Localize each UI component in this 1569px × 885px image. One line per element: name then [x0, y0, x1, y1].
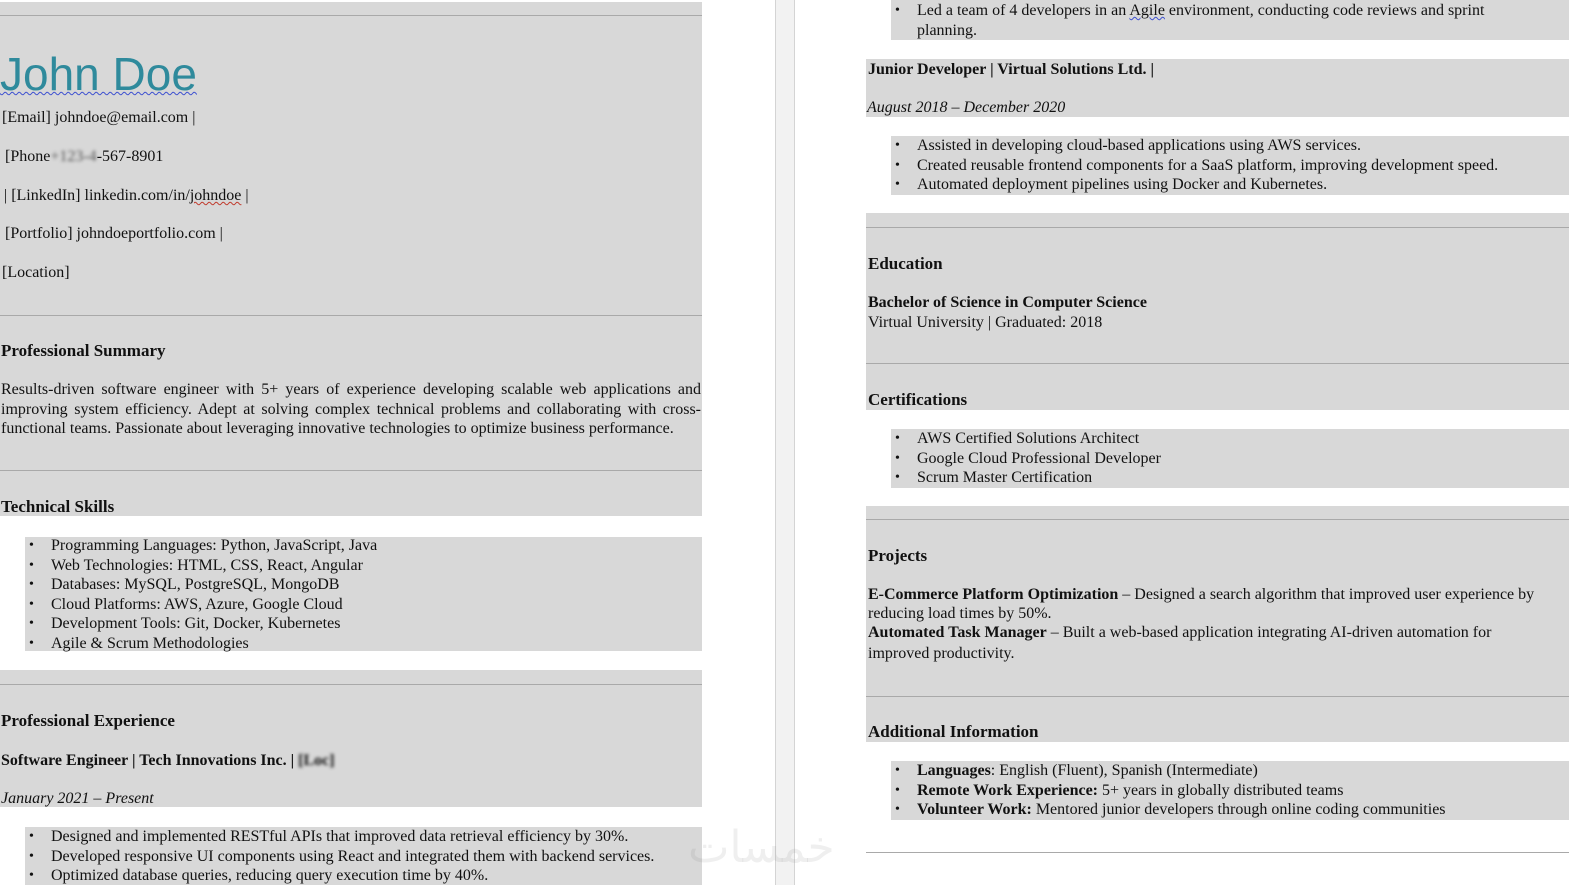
shaded-block — [0, 670, 702, 807]
document-page-right — [795, 0, 1569, 885]
horizontal-rule — [866, 852, 1569, 853]
contact-email: [Email] johndoe@email.com | — [2, 109, 196, 126]
section-heading-certifications: Certifications — [868, 390, 968, 409]
redacted-text: +123-4 — [50, 148, 97, 165]
project-item: E-Commerce Platform Optimization – Designed a search algorithm that improved user experience by — [868, 586, 1535, 603]
job-title: Software Engineer | Tech Innovations Inc. | [Loc] — [1, 752, 335, 769]
page-divider — [775, 0, 795, 885]
job-bullets — [891, 136, 1498, 195]
job-title: Junior Developer | Virtual Solutions Ltd. | — [868, 61, 1155, 78]
section-heading-summary: Professional Summary — [1, 341, 166, 360]
list-item: • Cloud Platforms: AWS, Azure, Google Cloud — [25, 595, 377, 615]
job-bullet-continued: • Led a team of 4 developers in an Agile environment, conducting code reviews and sprint — [895, 2, 1485, 19]
section-heading-additional: Additional Information — [868, 722, 1039, 741]
education-degree: Bachelor of Science in Computer Science — [868, 294, 1147, 311]
section-heading-experience: Professional Experience — [1, 711, 175, 730]
summary-text: Results-driven software engineer with 5+ years of experience developing scalable web applications and improving system efficiency. Adept at solving complex technical problems and collaborating with cross-functional teams. Passionate about leveraging innovative technologies to optimize business performance. — [1, 381, 701, 437]
section-heading-skills: Technical Skills — [1, 497, 115, 516]
certifications-list — [891, 429, 1161, 488]
list-item: • Programming Languages: Python, JavaScript, Java — [25, 536, 377, 556]
contact-phone: [Phone+123-4-567-8901 — [5, 148, 164, 165]
project-item-line2: improved productivity. — [868, 645, 1015, 662]
horizontal-rule — [0, 315, 702, 316]
additional-list — [891, 761, 1446, 820]
list-item: • Remote Work Experience: 5+ years in globally distributed teams — [891, 781, 1446, 801]
list-item: • Designed and implemented RESTful APIs that improved data retrieval efficiency by 30%. — [25, 827, 654, 847]
job-dates: January 2021 – Present — [1, 790, 154, 807]
list-item: • Created reusable frontend components for a SaaS platform, improving development speed. — [891, 156, 1498, 176]
job-bullet-continued-line2: planning. — [917, 22, 977, 39]
job-dates: August 2018 – December 2020 — [867, 99, 1066, 116]
section-heading-education: Education — [868, 254, 943, 273]
job-bullets — [25, 827, 654, 885]
list-item: • Volunteer Work: Mentored junior developers through online coding communities — [891, 800, 1446, 820]
contact-linkedin: | [LinkedIn] linkedin.com/in/johndoe | — [4, 187, 249, 204]
horizontal-rule — [866, 363, 1569, 364]
redacted-text: [Loc] — [298, 752, 335, 769]
contact-location: [Location] — [2, 264, 70, 281]
project-item: Automated Task Manager – Built a web-based application integrating AI-driven automation for — [868, 624, 1492, 641]
contact-portfolio: [Portfolio] johndoeportfolio.com | — [5, 225, 223, 242]
list-item: • Development Tools: Git, Docker, Kubernetes — [25, 614, 377, 634]
document-page-left — [0, 0, 775, 885]
horizontal-rule — [0, 470, 702, 471]
horizontal-rule — [866, 696, 1569, 697]
horizontal-rule — [866, 519, 1569, 520]
list-item: • Automated deployment pipelines using Docker and Kubernetes. — [891, 175, 1498, 195]
watermark-logo: خمسات — [688, 822, 835, 873]
resume-name: John Doe — [0, 48, 197, 100]
list-item: • Developed responsive UI components using React and integrated them with backend services. — [25, 847, 654, 867]
education-school: Virtual University | Graduated: 2018 — [868, 314, 1103, 331]
list-item: • Assisted in developing cloud-based applications using AWS services. — [891, 136, 1498, 156]
horizontal-rule — [866, 227, 1569, 228]
skills-list — [25, 536, 377, 653]
list-item: • Scrum Master Certification — [891, 468, 1161, 488]
project-item-line2: reducing load times by 50%. — [868, 605, 1052, 622]
list-item: • Google Cloud Professional Developer — [891, 449, 1161, 469]
list-item: • Web Technologies: HTML, CSS, React, Angular — [25, 556, 377, 576]
section-heading-projects: Projects — [868, 546, 928, 565]
horizontal-rule — [0, 15, 702, 16]
horizontal-rule — [0, 684, 702, 685]
list-item: • Languages: English (Fluent), Spanish (Intermediate) — [891, 761, 1446, 781]
list-item: • AWS Certified Solutions Architect — [891, 429, 1161, 449]
list-item: • Optimized database queries, reducing query execution time by 40%. — [25, 866, 654, 885]
list-item: • Databases: MySQL, PostgreSQL, MongoDB — [25, 575, 377, 595]
list-item: • Agile & Scrum Methodologies — [25, 634, 377, 654]
